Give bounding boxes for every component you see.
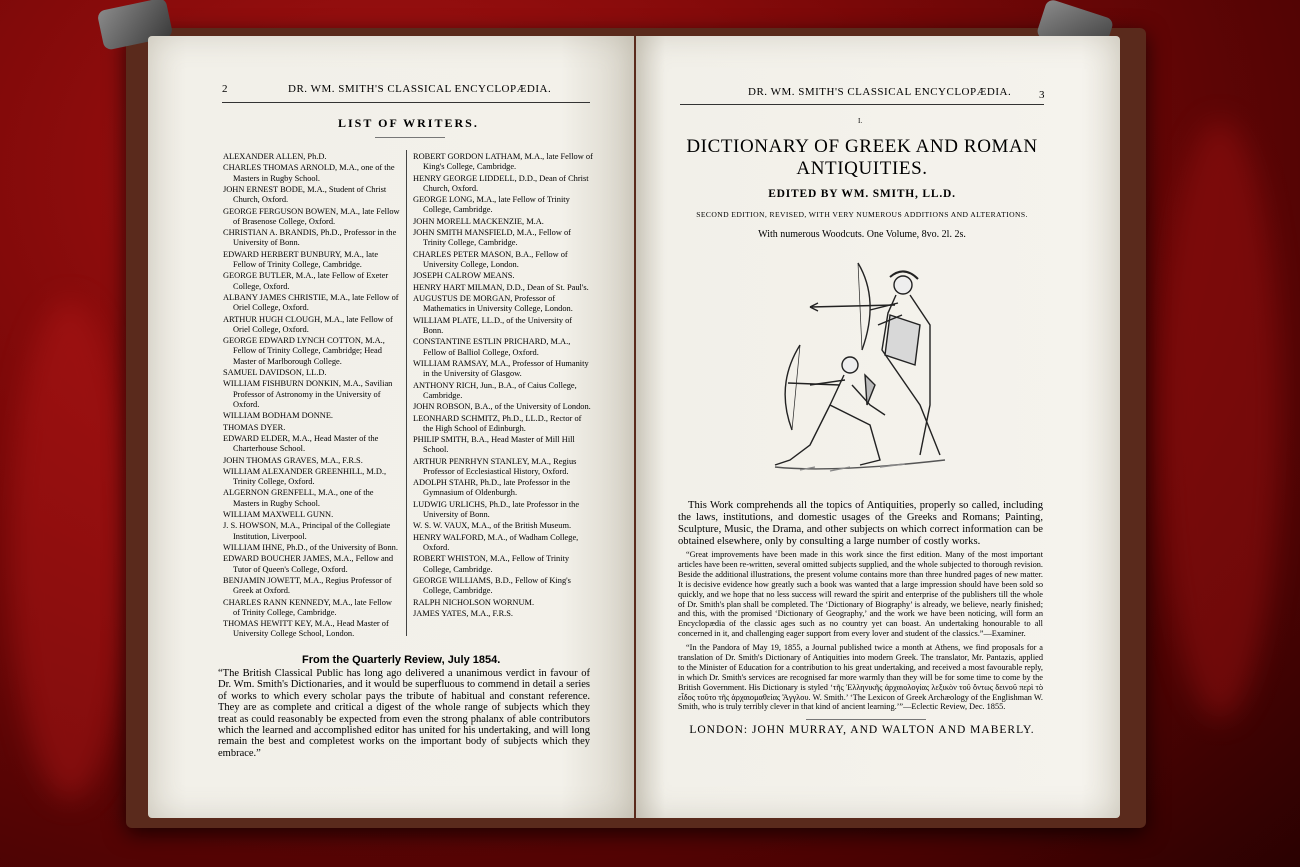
writer-entry: ALBANY JAMES CHRISTIE, M.A., late Fellow of Oriel College, Oxford. (223, 292, 399, 313)
section-numeral: I. (858, 117, 863, 125)
writer-entry: CHARLES THOMAS ARNOLD, M.A., one of the Masters in Rugby School. (223, 163, 395, 183)
writer-entry: GEORGE LONG, M.A., late Fellow of Trinity College, Cambridge. (413, 195, 570, 215)
writers-column-1 (223, 152, 401, 641)
right-head-rule (680, 104, 1044, 105)
work-description: This Work comprehends all the topics of Antiquities, properly so called, including the laws, institutions, and domestic usages of the Greeks and Romans; Painting, Sculpture, Music, the Drama, and other subjects on which correct information can be obtained elsewhere, only by consulting a large number of costly works. (678, 500, 1043, 547)
cloth-fold (1160, 120, 1280, 720)
writer-entry: HENRY GEORGE LIDDELL, D.D., Dean of Christ Church, Oxford. (413, 173, 589, 193)
writer-entry: EDWARD BOUCHER JAMES, M.A., Fellow and Tutor of Queen's College, Oxford. (223, 554, 394, 574)
writer-entry: JOSEPH CALROW MEANS. (413, 271, 515, 281)
footer-rule (806, 719, 926, 720)
review-heading: From the Quarterly Review, July 1854. (302, 654, 501, 666)
publisher-imprint: LONDON: JOHN MURRAY, AND WALTON AND MABERLY. (689, 724, 1035, 736)
writer-entry: LEONHARD SCHMITZ, Ph.D., LL.D., Rector of the High School of Edinburgh. (413, 413, 582, 433)
left-head-rule (222, 102, 590, 103)
writer-entry: CHRISTIAN A. BRANDIS, Ph.D., Professor in the University of Bonn. (223, 228, 397, 248)
writer-entry: BENJAMIN JOWETT, M.A., Regius Professor of Greek at Oxford. (223, 576, 392, 596)
writer-entry: CHARLES RANN KENNEDY, M.A., late Fellow of Trinity College, Cambridge. (223, 597, 392, 617)
writer-entry: ADOLPH STAHR, Ph.D., late Professor in the Gymnasium of Oldenburgh. (413, 478, 571, 498)
writer-entry: RALPH NICHOLSON WORNUM. (413, 597, 535, 607)
writer-entry: J. S. HOWSON, M.A., Principal of the Collegiate Institution, Liverpool. (223, 521, 391, 541)
writer-entry: GEORGE WILLIAMS, B.D., Fellow of King's College, Cambridge. (413, 576, 571, 596)
writer-entry: THOMAS DYER. (223, 422, 286, 432)
writer-entry: ROBERT WHISTON, M.A., Fellow of Trinity College, Cambridge. (413, 554, 570, 574)
left-running-head: DR. WM. SMITH'S CLASSICAL ENCYCLOPÆDIA. (288, 83, 552, 95)
writer-entry: HENRY WALFORD, M.A., of Wadham College, Oxford. (413, 532, 579, 553)
title-underline (375, 137, 445, 138)
writer-entry: AUGUSTUS DE MORGAN, Professor of Mathematics in University College, London. (413, 294, 573, 314)
writer-entry: SAMUEL DAVIDSON, LL.D. (223, 367, 327, 377)
writer-entry: WILLIAM PLATE, LL.D., of the University of Bonn. (413, 315, 573, 335)
review-text: “The British Classical Public has long ago delivered a unanimous verdict in favour of Dr. Wm. Smith's Dictionaries, and it would be superfluous to commend in detail a series of works to which every scholar pays the tribute of habitual and constant reference. They are as complete and critical a digest of the whole range of subjects which they treat as could reasonably be expected from even the strong phalanx of able contributors which the learned and accomplished editor has united for his undertaking, and will long remain the best and completest works on the important body of subjects which they embrace.” (218, 668, 590, 759)
left-page-number: 2 (222, 83, 228, 95)
right-running-head: DR. WM. SMITH'S CLASSICAL ENCYCLOPÆDIA. (748, 86, 1012, 98)
writer-entry: ARTHUR PENRHYN STANLEY, M.A., Regius Professor of Ecclesiastical History, Oxford. (413, 456, 577, 476)
writer-entry: WILLIAM RAMSAY, M.A., Professor of Humanity in the University of Glasgow. (413, 358, 589, 379)
writer-entry: ALEXANDER ALLEN, Ph.D. (223, 152, 327, 161)
writer-entry: JOHN THOMAS GRAVES, M.A., F.R.S. (223, 455, 363, 465)
writer-entry: WILLIAM BODHAM DONNE. (223, 411, 334, 421)
right-page-number: 3 (1039, 89, 1045, 101)
writer-entry: JAMES YATES, M.A., F.R.S. (413, 609, 514, 619)
writer-entry: GEORGE EDWARD LYNCH COTTON, M.A., Fellow of Trinity College, Cambridge; Head Master of Marlborough College. (223, 336, 385, 366)
writer-entry: WILLIAM IHNE, Ph.D., of the University of Bonn. (223, 543, 398, 553)
examiner-quote: “Great improvements have been made in this work since the first edition. Many of the most important articles have been re-written, several omitted subjects supplied, and the whole subjected to thorough revision. Beside the additional illustrations, the present volume contains more than three hundred pages of new matter. It is decisive evidence how greatly such a book was wanted that a large impression should have been sold so quickly, and we hope that no less success will reward the spirit and enterprise of the publishers till the whole of Dr. Smith's plan shall be completed. The ‘Dictionary of Biography’ is already, we believe, nearly finished; and this, with the promised ‘Dictionary of Geography,’ and the work we have been noticing, will form an Encyclopædia of the classic ages such as no country yet can boast. An undertaking honourable to all concerned in it, and challenging eager support from every lover and student of the classics.”—Examiner. (678, 550, 1043, 639)
writer-entry: LUDWIG URLICHS, Ph.D., late Professor in the University of Bonn. (413, 499, 580, 520)
column-divider (406, 150, 407, 636)
writer-entry: GEORGE BUTLER, M.A., late Fellow of Exeter College, Oxford. (223, 271, 389, 291)
writer-entry: HENRY HART MILMAN, D.D., Dean of St. Paul's. (413, 282, 589, 292)
writer-entry: JOHN ROBSON, B.A., of the University of London. (413, 402, 591, 412)
writer-entry: WILLIAM MAXWELL GUNN. (223, 510, 334, 520)
writer-entry: JOHN ERNEST BODE, M.A., Student of Christ Church, Oxford. (223, 184, 387, 205)
list-of-writers-title: LIST OF WRITERS. (338, 116, 479, 130)
writer-entry: W. S. W. VAUX, M.A., of the British Museum. (413, 521, 572, 531)
archers-woodcut-icon (770, 255, 950, 480)
writer-entry: EDWARD ELDER, M.A., Head Master of the Charterhouse School. (223, 433, 379, 454)
cloth-fold (10, 300, 130, 800)
eclectic-review-quote: “In the Pandora of May 19, 1855, a Journal published twice a month at Athens, we find proposals for a translation of Dr. Smith's Dictionary of Antiquities into modern Greek. The translator, Mr. Pantazis, applied to the Minister of Education for a contribution to his great undertaking, and received a most favourable reply, in which Dr. Smith's services are recognised far more warmly than they will be for some time to come by the British Government. His Dictionary is styled ‘τῆς Ἑλληνικῆς ἀρχαιολογίας λεξικὸν τοῦ ὄντως δεινοῦ περὶ τὸ εἶδος τοῦτο τῆς ἀρχαιομαθείας Ἄγγλου. W. Smith.’ ‘The Lexicon of Greek Archæology of the Englishman W. Smith, who is truly terribly clever in that kind of ancient learning.’”—Eclectic Review, Dec. 1855. (678, 643, 1043, 712)
writer-entry: WILLIAM ALEXANDER GREENHILL, M.D., Trinity College, Oxford. (223, 466, 387, 487)
writer-entry: JOHN MORELL MACKENZIE, M.A. (413, 216, 544, 226)
edition-line: SECOND EDITION, REVISED, WITH VERY NUMEROUS ADDITIONS AND ALTERATIONS. (696, 210, 1028, 219)
writers-column-2 (413, 152, 593, 620)
writer-entry: ALGERNON GRENFELL, M.A., one of the Masters in Rugby School. (223, 488, 374, 508)
price-line: With numerous Woodcuts. One Volume, 8vo. 2l. 2s. (758, 229, 966, 240)
writer-entry: JOHN SMITH MANSFIELD, M.A., Fellow of Trinity College, Cambridge. (413, 228, 571, 248)
dictionary-title: DICTIONARY OF GREEK AND ROMAN ANTIQUITIES. (686, 136, 1038, 179)
writer-entry: ARTHUR HUGH CLOUGH, M.A., late Fellow of Oriel College, Oxford. (223, 314, 393, 334)
writer-entry: ANTHONY RICH, Jun., B.A., of Caius College, Cambridge. (413, 380, 577, 400)
writer-entry: PHILIP SMITH, B.A., Head Master of Mill Hill School. (413, 435, 575, 455)
writer-entry: CHARLES PETER MASON, B.A., Fellow of University College, London. (413, 249, 568, 269)
editor-line: EDITED BY WM. SMITH, LL.D. (768, 188, 956, 200)
writer-entry: EDWARD HERBERT BUNBURY, M.A., late Fellow of Trinity College, Cambridge. (223, 249, 379, 269)
writer-entry: WILLIAM FISHBURN DONKIN, M.A., Savilian Professor of Astronomy in the University of Oxford. (223, 379, 393, 409)
writer-entry: CONSTANTINE ESTLIN PRICHARD, M.A., Fellow of Balliol College, Oxford. (413, 337, 571, 357)
writer-entry: GEORGE FERGUSON BOWEN, M.A., late Fellow of Brasenose College, Oxford. (223, 206, 400, 226)
writer-entry: THOMAS HEWITT KEY, M.A., Head Master of University College School, London. (223, 619, 389, 639)
writer-entry: ROBERT GORDON LATHAM, M.A., late Fellow of King's College, Cambridge. (413, 152, 593, 172)
